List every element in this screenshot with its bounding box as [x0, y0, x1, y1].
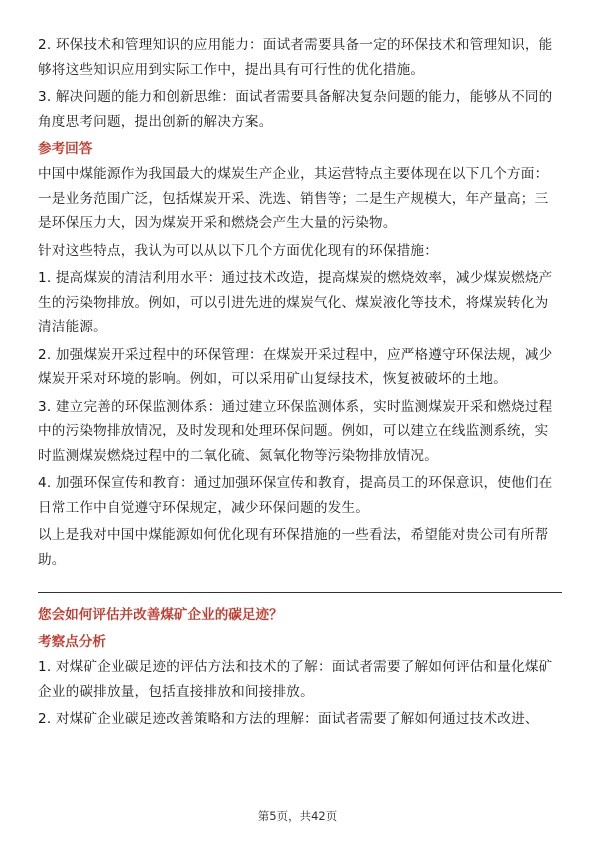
question-title: 您会如何评估并改善煤矿企业的碳足迹？: [38, 607, 283, 623]
answer-paragraph: 4. 加强环保宣传和教育：通过加强环保宣传和教育，提高员工的环保意识，使他们在日常工作中自觉遵守环保规定，减少环保问题的发生。: [38, 475, 553, 516]
answer-paragraph: 中国中煤能源作为我国最大的煤炭生产企业，其运营特点主要体现在以下几个方面：一是业务范围广泛，包括煤炭开采、洗选、销售等；二是生产规模大，年产量高；三是环保压力大，因为煤炭开采和燃烧会产生大量的污染物。: [38, 166, 549, 231]
answer-paragraph: 针对这些特点，我认为可以从以下几个方面优化现有的环保措施：: [38, 242, 439, 259]
answer-paragraph: 3. 建立完善的环保监测体系：通过建立环保监测体系，实时监测煤炭开采和燃烧过程中的污染物排放情况，及时发现和处理环保问题。例如，可以建立在线监测系统，实时监测煤炭燃烧过程中的二氧化硫、氮氧化物等污染物排放情况。: [38, 398, 553, 464]
answer-heading: 参考回答: [38, 141, 93, 157]
section-divider: [38, 592, 562, 593]
analysis-item-1: 1. 对煤矿企业碳足迹的评估方法和技术的了解：面试者需要了解如何评估和量化煤矿企业的碳排放量，包括直接排放和间接排放。: [38, 659, 553, 700]
page-content: [38, 33, 562, 732]
intro-item-2: 2. 环保技术和管理知识的应用能力：面试者需要具备一定的环保技术和管理知识，能够将这些知识应用到实际工作中，提出具有可行性的优化措施。: [38, 37, 553, 78]
answer-paragraph: 2. 加强煤炭开采过程中的环保管理：在煤炭开采过程中，应严格遵守环保法规，减少煤炭开采对环境的影响。例如，可以采用矿山复绿技术，恢复被破坏的土地。: [38, 346, 553, 387]
analysis-heading: 考察点分析: [38, 634, 106, 650]
intro-item-3: 3. 解决问题的能力和创新思维：面试者需要具备解决复杂问题的能力，能够从不同的角度思考问题，提出创新的解决方案。: [38, 89, 553, 130]
analysis-item-2: 2. 对煤矿企业碳足迹改善策略和方法的理解：面试者需要了解如何通过技术改进、: [38, 711, 539, 727]
page-number: 第5页，共42页: [257, 809, 338, 823]
answer-paragraph: 1. 提高煤炭的清洁利用水平：通过技术改造，提高煤炭的燃烧效率，减少煤炭燃烧产生的污染物排放。例如，可以引进先进的煤炭气化、煤炭液化等技术，将煤炭转化为清洁能源。: [38, 270, 553, 335]
answer-paragraph: 以上是我对中国中煤能源如何优化现有环保措施的一些看法，希望能对贵公司有所帮助。: [38, 527, 549, 568]
